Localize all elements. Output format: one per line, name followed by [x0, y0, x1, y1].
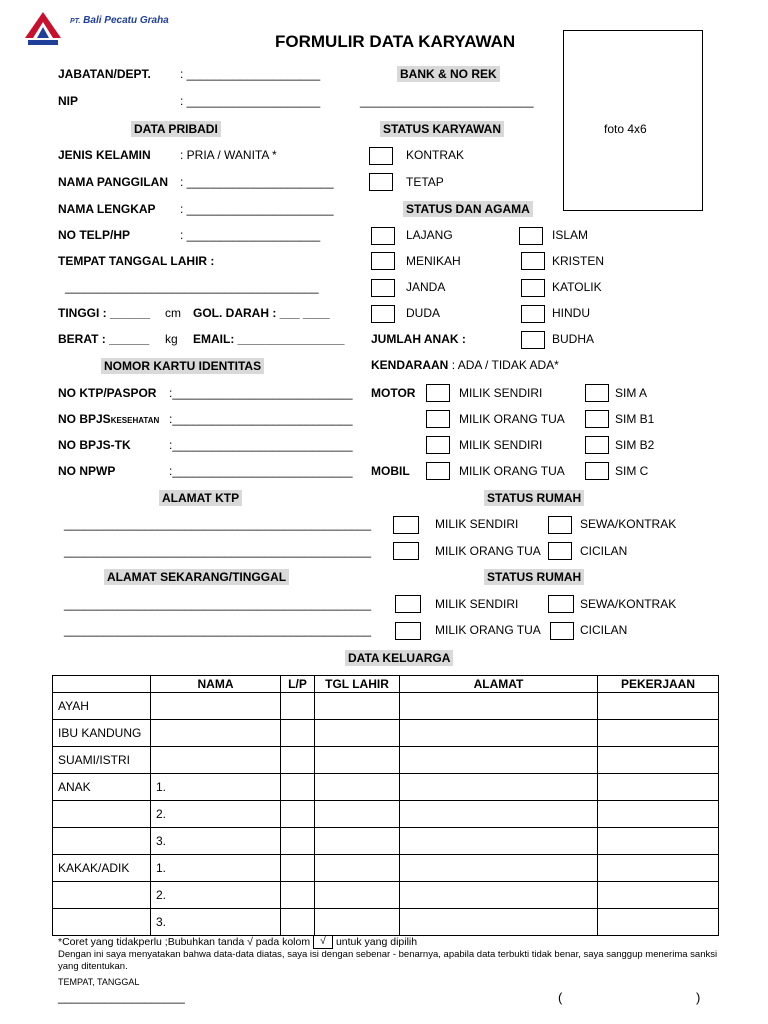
header-status-agama: STATUS DAN AGAMA: [403, 201, 533, 217]
photo-label: foto 4x6: [604, 122, 647, 136]
label-sim-b1: SIM B1: [615, 412, 655, 426]
header-status-karyawan: STATUS KARYAWAN: [380, 121, 504, 137]
label-ktp: NO KTP/PASPOR: [58, 386, 157, 400]
label-ktp-sewa: SEWA/KONTRAK: [580, 517, 677, 531]
checkbox-skrg-cicilan[interactable]: [550, 622, 574, 640]
label-sim-c: SIM C: [615, 464, 649, 478]
field-nama-lengkap[interactable]: : ______________________: [180, 202, 334, 216]
checkbox-tetap[interactable]: [369, 173, 393, 191]
checkbox-ktp-sewa[interactable]: [548, 516, 572, 534]
cell-lp[interactable]: [281, 882, 315, 909]
checkbox-skrg-milik-sendiri[interactable]: [395, 595, 421, 613]
photo-box[interactable]: [563, 30, 703, 211]
cell-nama[interactable]: 2.: [151, 882, 281, 909]
cell-lp[interactable]: [281, 720, 315, 747]
label-janda: JANDA: [406, 280, 446, 294]
label-tetap: TETAP: [406, 175, 444, 189]
header-alamat-ktp: ALAMAT KTP: [159, 490, 242, 506]
checkbox-ktp-milik-sendiri[interactable]: [393, 516, 419, 534]
cell-tgl[interactable]: [315, 909, 400, 936]
unit-kg: kg: [165, 332, 178, 346]
header-identitas: NOMOR KARTU IDENTITAS: [101, 358, 264, 374]
label-skrg-milik-ortu: MILIK ORANG TUA: [435, 623, 541, 637]
col-header: TGL LAHIR: [315, 676, 400, 693]
cell-pekerjaan[interactable]: [598, 801, 719, 828]
label-bpjs-kes: NO BPJSKESEHATAN: [58, 412, 160, 426]
cell-lp[interactable]: [281, 855, 315, 882]
label-duda: DUDA: [406, 306, 441, 320]
label-menikah: MENIKAH: [406, 254, 461, 268]
cell-lp[interactable]: [281, 909, 315, 936]
table-header-row: [53, 676, 719, 693]
header-alamat-sekarang: ALAMAT SEKARANG/TINGGAL: [104, 569, 289, 585]
label-motor-milik-sendiri: MILIK SENDIRI: [459, 386, 543, 400]
field-jenis-kelamin[interactable]: : PRIA / WANITA *: [180, 148, 277, 162]
cell-nama[interactable]: [151, 693, 281, 720]
row-relation: SUAMI/ISTRI: [53, 747, 151, 774]
label-mobil: MOBIL: [371, 464, 410, 478]
row-relation: [53, 801, 151, 828]
label-tinggi: TINGGI : ______: [58, 306, 151, 320]
checkbox-islam[interactable]: [519, 227, 543, 245]
cell-tgl[interactable]: [315, 828, 400, 855]
table-row: [53, 774, 719, 801]
cell-nama[interactable]: 3.: [151, 828, 281, 855]
header-bank: BANK & NO REK: [397, 66, 500, 82]
cell-alamat[interactable]: [400, 774, 598, 801]
cell-tgl[interactable]: [315, 720, 400, 747]
cell-pekerjaan[interactable]: [598, 855, 719, 882]
checkbox-mobil-milik-sendiri[interactable]: [426, 436, 450, 454]
cell-lp[interactable]: [281, 774, 315, 801]
cell-nama[interactable]: [151, 720, 281, 747]
label-nama-lengkap: NAMA LENGKAP: [58, 202, 156, 216]
table-row: [53, 720, 719, 747]
cell-alamat[interactable]: [400, 693, 598, 720]
label-no-telp: NO TELP/HP: [58, 228, 131, 242]
cell-tgl[interactable]: [315, 774, 400, 801]
label-sim-a: SIM A: [615, 386, 648, 400]
checkbox-ktp-cicilan[interactable]: [548, 542, 572, 560]
cell-pekerjaan[interactable]: [598, 774, 719, 801]
label-hindu: HINDU: [552, 306, 590, 320]
label-motor: MOTOR: [371, 386, 416, 400]
table-row: [53, 828, 719, 855]
cell-tgl[interactable]: [315, 693, 400, 720]
cell-nama[interactable]: 2.: [151, 801, 281, 828]
checkbox-motor-milik-ortu[interactable]: [426, 410, 450, 428]
unit-cm: cm: [165, 306, 181, 320]
company-name: PT. Bali Pecatu Graha: [70, 15, 169, 26]
cell-pekerjaan[interactable]: [598, 720, 719, 747]
cell-alamat[interactable]: [400, 720, 598, 747]
cell-lp[interactable]: [281, 828, 315, 855]
cell-alamat[interactable]: [400, 747, 598, 774]
table-row: [53, 909, 719, 936]
field-bpjs-tk[interactable]: :___________________________: [169, 438, 353, 452]
cell-alamat[interactable]: [400, 801, 598, 828]
col-header: L/P: [281, 676, 315, 693]
cell-lp[interactable]: [281, 693, 315, 720]
checkbox-sim-b1[interactable]: [585, 410, 609, 428]
cell-alamat[interactable]: [400, 828, 598, 855]
table-row: [53, 801, 719, 828]
header-data-keluarga: DATA KELUARGA: [345, 650, 453, 666]
cell-pekerjaan[interactable]: [598, 828, 719, 855]
checkbox-menikah[interactable]: [371, 252, 395, 270]
cell-pekerjaan[interactable]: [598, 909, 719, 936]
row-relation: KAKAK/ADIK: [53, 855, 151, 882]
cell-lp[interactable]: [281, 801, 315, 828]
label-bpjs-tk: NO BPJS-TK: [58, 438, 131, 452]
cell-nama[interactable]: 1.: [151, 774, 281, 801]
checkbox-motor-milik-sendiri[interactable]: [426, 384, 450, 402]
cell-pekerjaan[interactable]: [598, 693, 719, 720]
field-ttl[interactable]: ______________________________________: [65, 280, 319, 294]
check-mark-icon: √: [313, 935, 333, 949]
cell-alamat[interactable]: [400, 882, 598, 909]
label-skrg-sewa: SEWA/KONTRAK: [580, 597, 677, 611]
label-katolik: KATOLIK: [552, 280, 602, 294]
checkbox-kontrak[interactable]: [369, 147, 393, 165]
label-npwp: NO NPWP: [58, 464, 116, 478]
label-email: EMAIL: ________________: [193, 332, 345, 346]
cell-nama[interactable]: [151, 747, 281, 774]
cell-nama[interactable]: 1.: [151, 855, 281, 882]
label-kendaraan: KENDARAAN : ADA / TIDAK ADA*: [371, 358, 559, 372]
checkbox-mobil-milik-ortu[interactable]: [426, 462, 450, 480]
field-alamat-ktp-1[interactable]: ______________________________________________: [64, 517, 371, 531]
label-kristen: KRISTEN: [552, 254, 605, 268]
field-npwp[interactable]: :___________________________: [169, 464, 353, 478]
label-ttl: TEMPAT TANGGAL LAHIR :: [58, 254, 215, 268]
row-relation: IBU KANDUNG: [53, 720, 151, 747]
table-row: [53, 747, 719, 774]
checkbox-kristen[interactable]: [521, 252, 545, 270]
label-motor-milik-ortu: MILIK ORANG TUA: [459, 412, 565, 426]
label-jenis-kelamin: JENIS KELAMIN: [58, 148, 151, 162]
label-sim-b2: SIM B2: [615, 438, 655, 452]
header-data-pribadi: DATA PRIBADI: [131, 121, 221, 137]
field-nama-panggilan[interactable]: : ______________________: [180, 175, 334, 189]
checkbox-skrg-milik-ortu[interactable]: [395, 622, 421, 640]
field-alamat-sekarang-1[interactable]: ______________________________________________: [64, 597, 371, 611]
field-alamat-ktp-2[interactable]: ______________________________________________: [64, 544, 371, 558]
table-row: [53, 693, 719, 720]
cell-pekerjaan[interactable]: [598, 882, 719, 909]
family-table: [52, 675, 719, 936]
cell-nama[interactable]: 3.: [151, 909, 281, 936]
checkbox-budha[interactable]: [521, 331, 545, 349]
label-mobil-milik-sendiri: MILIK SENDIRI: [459, 438, 543, 452]
col-header: [53, 676, 151, 693]
logo-triangle-icon: [22, 10, 64, 46]
cell-tgl[interactable]: [315, 882, 400, 909]
row-relation: [53, 882, 151, 909]
checkbox-lajang[interactable]: [371, 227, 395, 245]
label-jumlah-anak: JUMLAH ANAK :: [371, 332, 466, 346]
label-ktp-cicilan: CICILAN: [580, 544, 628, 558]
label-lajang: LAJANG: [406, 228, 453, 242]
sign-paren-close: ): [696, 990, 701, 1005]
field-no-telp[interactable]: : ____________________: [180, 228, 321, 242]
label-skrg-milik-sendiri: MILIK SENDIRI: [435, 597, 519, 611]
label-kontrak: KONTRAK: [406, 148, 465, 162]
cell-alamat[interactable]: [400, 855, 598, 882]
table-row: [53, 855, 719, 882]
sign-paren-open: (: [558, 990, 563, 1005]
page-title: FORMULIR DATA KARYAWAN: [275, 32, 516, 51]
cell-tgl[interactable]: [315, 801, 400, 828]
checkbox-ktp-milik-ortu[interactable]: [393, 542, 419, 560]
label-jabatan: JABATAN/DEPT.: [58, 67, 151, 81]
col-header: ALAMAT: [400, 676, 598, 693]
label-mobil-milik-ortu: MILIK ORANG TUA: [459, 464, 565, 478]
field-jabatan[interactable]: : ____________________: [180, 67, 321, 81]
label-gol-darah: GOL. DARAH : ___ ____: [193, 306, 330, 320]
label-islam: ISLAM: [552, 228, 589, 242]
footer-note: *Coret yang tidakperlu ;Bubuhkan tanda √ pada kolom √ untuk yang dipilih: [58, 935, 418, 948]
row-relation: AYAH: [53, 693, 151, 720]
col-header: PEKERJAAN: [598, 676, 719, 693]
company-logo: [22, 10, 64, 46]
checkbox-sim-b2[interactable]: [585, 436, 609, 454]
header-status-rumah-sekarang: STATUS RUMAH: [484, 569, 584, 585]
field-nip[interactable]: : ____________________: [180, 94, 321, 108]
field-ktp[interactable]: :___________________________: [169, 386, 353, 400]
checkbox-hindu[interactable]: [521, 305, 545, 323]
checkbox-sim-a[interactable]: [585, 384, 609, 402]
cell-tgl[interactable]: [315, 855, 400, 882]
checkbox-duda[interactable]: [371, 305, 395, 323]
label-ktp-milik-sendiri: MILIK SENDIRI: [435, 517, 519, 531]
field-bpjs-kes[interactable]: :___________________________: [169, 412, 353, 426]
label-skrg-cicilan: CICILAN: [580, 623, 628, 637]
table-row: [53, 882, 719, 909]
cell-tgl[interactable]: [315, 747, 400, 774]
label-ktp-milik-ortu: MILIK ORANG TUA: [435, 544, 541, 558]
checkbox-janda[interactable]: [371, 279, 395, 297]
cell-pekerjaan[interactable]: [598, 747, 719, 774]
row-relation: ANAK: [53, 774, 151, 801]
cell-lp[interactable]: [281, 747, 315, 774]
row-relation: [53, 909, 151, 936]
row-relation: [53, 828, 151, 855]
label-nip: NIP: [58, 94, 79, 108]
checkbox-sim-c[interactable]: [585, 462, 609, 480]
signature-line[interactable]: ___________________: [58, 990, 185, 1004]
label-berat: BERAT : ______: [58, 332, 150, 346]
label-nama-panggilan: NAMA PANGGILAN: [58, 175, 168, 189]
checkbox-skrg-sewa[interactable]: [548, 595, 574, 613]
col-header: NAMA: [151, 676, 281, 693]
declaration-text: Dengan ini saya menyatakan bahwa data-data diatas, saya isi dengan sebenar - benarnya, apabila data terbukti tidak benar, saya sanggup menerima sanksi yang ditentukan.: [58, 949, 718, 972]
cell-alamat[interactable]: [400, 909, 598, 936]
tempat-tanggal-label: TEMPAT, TANGGAL: [58, 977, 140, 987]
field-alamat-sekarang-2[interactable]: ______________________________________________: [64, 623, 371, 637]
field-bank[interactable]: __________________________: [360, 94, 534, 108]
checkbox-katolik[interactable]: [521, 279, 545, 297]
label-budha: BUDHA: [552, 332, 595, 346]
header-status-rumah-ktp: STATUS RUMAH: [484, 490, 584, 506]
